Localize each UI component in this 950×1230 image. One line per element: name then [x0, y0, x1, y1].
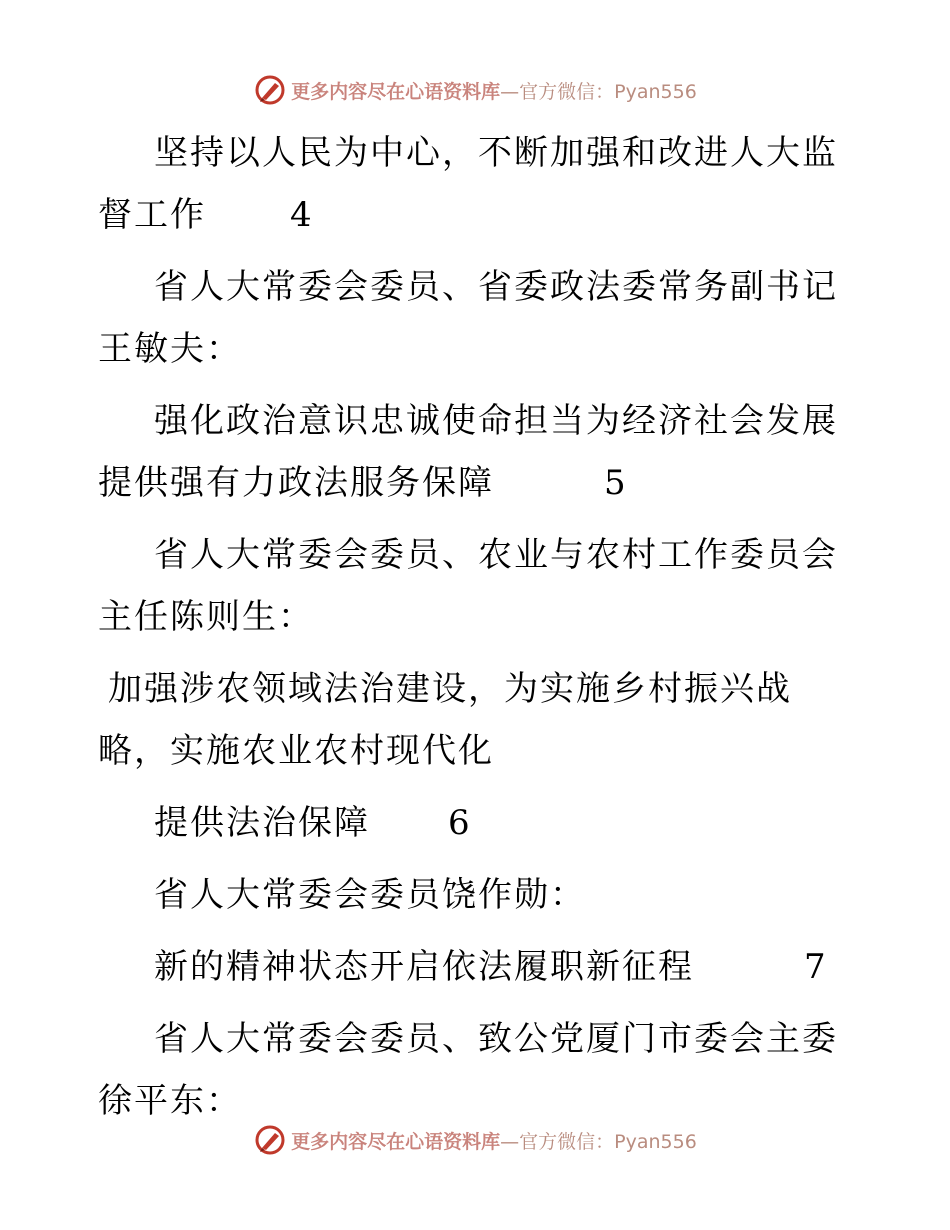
watermark-wechat: —官方微信：Pyan556: [500, 1130, 697, 1153]
pen-logo-icon: [253, 73, 287, 107]
footer-watermark: [0, 1120, 950, 1160]
toc-entry: [98, 792, 843, 854]
toc-page-number: 4: [290, 195, 314, 235]
toc-entry-title: 坚持以人民为中心，不断加强和改进人大监督工作: [98, 133, 838, 235]
watermark-text: 更多内容尽在心语资料库: [291, 1130, 501, 1153]
toc-page-number: 7: [804, 947, 828, 987]
document-body: [98, 122, 843, 1142]
pen-logo-icon: [253, 1123, 287, 1157]
toc-entry: [98, 390, 843, 514]
toc-page-number: 6: [448, 803, 472, 843]
watermark-wechat: —官方微信：Pyan556: [500, 80, 697, 103]
toc-speaker-name: 省人大常委会委员、农业与农村工作委员会主任陈则生：: [98, 535, 838, 637]
watermark-text: 更多内容尽在心语资料库: [291, 80, 501, 103]
toc-speaker-name: 省人大常委会委员、省委政法委常务副书记王敏夫：: [98, 267, 838, 369]
toc-entry: [98, 122, 843, 246]
toc-speaker: [98, 1008, 843, 1132]
toc-speaker: [98, 524, 843, 648]
toc-entry: [98, 936, 843, 998]
toc-entry: [98, 658, 843, 782]
toc-speaker-name: 省人大常委会委员饶作勋：: [154, 875, 586, 915]
toc-speaker: [98, 256, 843, 380]
toc-entry-title: 强化政治意识忠诚使命担当为经济社会发展提供强有力政法服务保障: [98, 401, 838, 503]
toc-speaker: [98, 864, 843, 926]
toc-entry-title: 新的精神状态开启依法履职新征程: [154, 947, 694, 987]
toc-speaker-name: 省人大常委会委员、致公党厦门市委会主委徐平东：: [98, 1019, 838, 1121]
header-watermark: [0, 70, 950, 110]
toc-entry-title: 提供法治保障: [154, 803, 370, 843]
toc-page-number: 5: [604, 463, 628, 503]
toc-entry-title: 加强涉农领域法治建设，为实施乡村振兴战略，实施农业农村现代化: [98, 669, 792, 771]
